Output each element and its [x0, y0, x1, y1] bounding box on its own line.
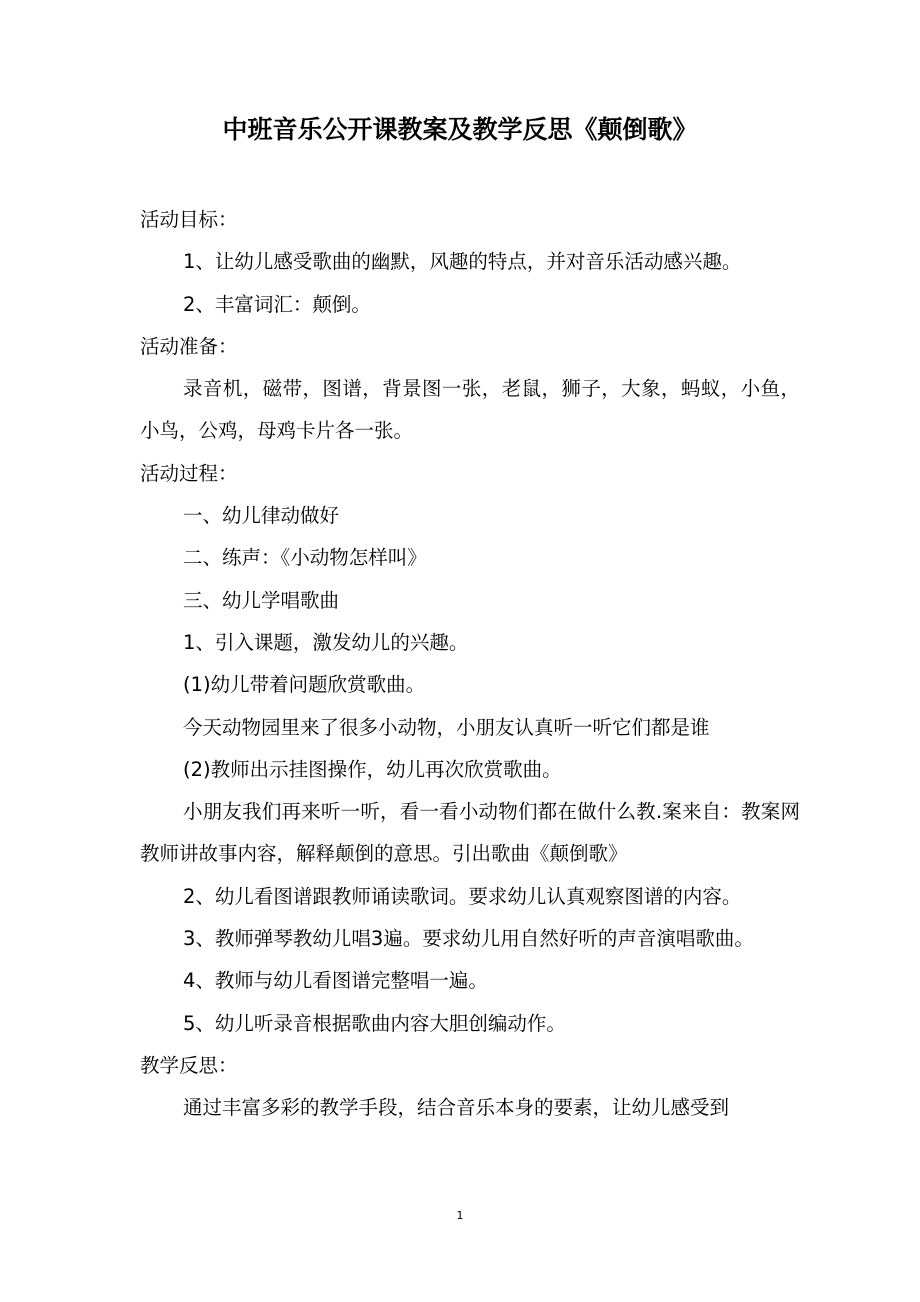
process-substep: 2、幼儿看图谱跟教师诵读歌词。要求幼儿认真观察图谱的内容。	[183, 884, 742, 908]
process-substep: 3、教师弹琴教幼儿唱3遍。要求幼儿用自然好听的声音演唱歌曲。	[183, 927, 754, 951]
section-heading-goals: 活动目标：	[140, 208, 238, 231]
process-substep: (2)教师出示挂图操作，幼儿再次欣赏歌曲。	[183, 757, 562, 781]
process-text: 今天动物园里来了很多小动物，小朋友认真听一听它们都是谁	[183, 715, 710, 739]
section-heading-reflection: 教学反思：	[140, 1053, 238, 1077]
process-substep: 1、引入课题，激发幼儿的兴趣。	[183, 630, 469, 654]
section-heading-preparation: 活动准备：	[140, 334, 238, 358]
process-step: 三、幼儿学唱歌曲	[183, 588, 340, 612]
document-body	[140, 199, 800, 1130]
process-substep: (1)幼儿带着问题欣赏歌曲。	[183, 673, 426, 697]
process-text: 小朋友我们再来听一听，看一看小动物们都在做什么教.案来自：教案网教师讲故事内容，解释颠倒的意思。引出歌曲《颠倒歌》	[140, 800, 800, 866]
process-substep: 5、幼儿听录音根据歌曲内容大胆创编动作。	[183, 1011, 566, 1035]
document-title: 中班音乐公开课教案及教学反思《颠倒歌》	[222, 115, 698, 144]
process-step: 二、练声：《小动物怎样叫》	[183, 546, 427, 570]
reflection-text: 通过丰富多彩的教学手段，结合音乐本身的要素，让幼儿感受到	[183, 1096, 730, 1120]
goal-item: 1、让幼儿感受歌曲的幽默，风趣的特点，并对音乐活动感兴趣。	[183, 250, 742, 274]
preparation-text: 录音机，磁带，图谱，背景图一张，老鼠，狮子，大象，蚂蚁，小鱼，小鸟，公鸡，母鸡卡片各一张。	[140, 377, 800, 443]
process-substep: 4、教师与幼儿看图谱完整唱一遍。	[183, 969, 488, 993]
section-heading-process: 活动过程：	[140, 461, 238, 485]
page-number: 1	[456, 1209, 464, 1222]
process-step: 一、幼儿律动做好	[183, 504, 340, 528]
goal-item: 2、丰富词汇：颠倒。	[183, 292, 371, 316]
